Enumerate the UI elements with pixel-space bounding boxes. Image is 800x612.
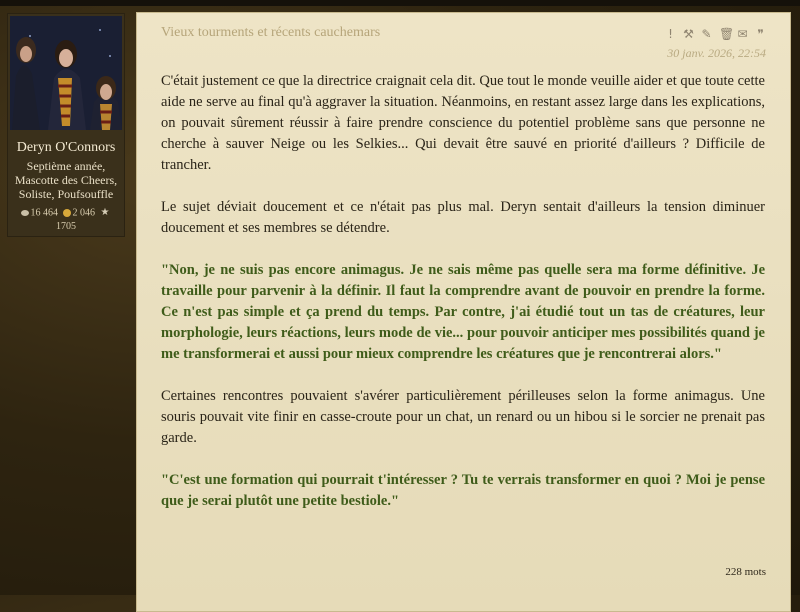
post-actions: [665, 27, 766, 41]
author-rank-line: Mascotte des Cheers,: [14, 173, 118, 187]
author-rank-line: Septième année,: [26, 159, 106, 173]
post-paragraph: C'était justement ce que la directrice craignait cela dit. Que tout le monde veuille aider et que toute cette aide ne serve au final qu'à aggraver la situation. Néanmoins, en restant assez large dans les explications, on pouvait sûrement réussir à faire prendre conscience du potentiel problème sans que personne ne cherche à sauver Neige ou les Selkies... Qui devait être sauvé en priorité d'ailleurs ? Difficile de trancher.: [161, 73, 765, 173]
pm-icon[interactable]: ✉: [737, 27, 748, 41]
points-count: 1705: [56, 221, 76, 233]
word-count: 228 mots: [725, 566, 766, 578]
dialogue-paragraph: "Non, je ne suis pas encore animagus. Je ne sais même pas quelle sera ma forme définitive. Je travaille pour parvenir à la définir. Il faut la comprendre avant de pouvoir en prendre la forme. Ce n'est pas simple et ça prend du temps. Par contre, j'ai étudié tout un tas de créatures, leur morphologie, leurs réactions, leurs mode de vie... pour pouvoir anticiper mes possibilités quand je me transformerai et aussi pour mieux comprendre les créatures que je rencontrerai alors.": [161, 262, 765, 362]
author-rank-line: Soliste, Poufsouffle: [18, 187, 114, 201]
forum-post: [136, 12, 791, 612]
author-stats: [10, 206, 122, 234]
star-icon: ★: [100, 207, 110, 218]
author-rank: [8, 159, 124, 201]
post-paragraph: Le sujet déviait doucement et ce n'était pas plus mal. Deryn sentait d'ailleurs la tension diminuer doucement et ses membres se détendre.: [161, 199, 765, 236]
author-profile-card: [7, 13, 125, 237]
quote-icon[interactable]: ❞: [757, 27, 764, 41]
post-body: [161, 71, 765, 533]
coin-icon: [63, 209, 71, 217]
dialogue-paragraph: "C'est une formation qui pourrait t'intéresser ? Tu te verrais transformer en quoi ? Moi je pense que je serai plutôt une petite bestiole.": [161, 472, 765, 509]
delete-icon[interactable]: 🗑: [719, 27, 735, 41]
author-name[interactable]: Deryn O'Connors: [16, 140, 116, 155]
post-paragraph: Certaines rencontres pouvaient s'avérer particulièrement périlleuses selon la forme animagus. Une souris pouvait vite finir en casse-croute pour un chat, un renard ou un hibou si le sorcier ne prenait pas garde.: [161, 388, 765, 446]
post-date: 30 janv. 2026, 22:54: [667, 46, 766, 60]
edit-icon[interactable]: ✎: [701, 27, 712, 41]
messages-icon: [21, 210, 29, 216]
messages-count: 16 464: [30, 207, 59, 219]
warn-icon[interactable]: ⚒: [683, 27, 694, 41]
gallions-count: 2 046: [72, 207, 96, 219]
report-icon[interactable]: !: [668, 27, 673, 41]
avatar[interactable]: [10, 16, 122, 130]
top-bar: [0, 0, 800, 6]
post-title[interactable]: Vieux tourments et récents cauchemars: [161, 25, 381, 40]
